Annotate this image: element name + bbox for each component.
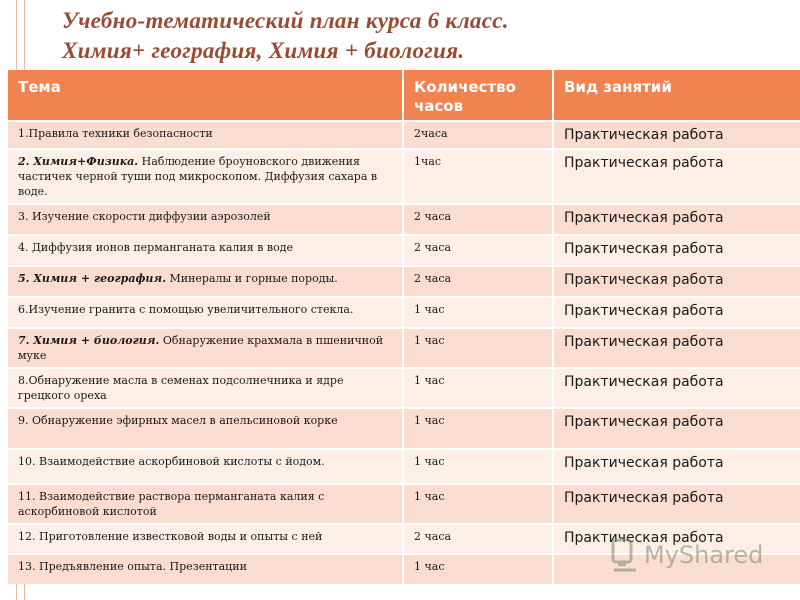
cell-topic (8, 121, 403, 149)
cell-topic (8, 368, 403, 408)
cell-kind: Практическая работа (553, 297, 800, 328)
cell-topic (8, 408, 403, 449)
cell-hours: 1 час (403, 484, 553, 524)
topic-text: 10. Взаимодействие аскорбиновой кислоты с йодом. (18, 455, 325, 468)
page-title (62, 6, 782, 66)
cell-topic (8, 235, 403, 266)
topic-text: 11. Взаимодействие раствора перманганата калия с аскорбиновой кислотой (18, 490, 325, 518)
table-row (8, 266, 800, 297)
cell-kind: Практическая работа (553, 121, 800, 149)
header-kind: Вид занятий (553, 70, 800, 121)
cell-hours: 2 часа (403, 266, 553, 297)
cell-hours: 1час (403, 149, 553, 204)
topic-text: 8.Обнаружение масла в семенах подсолнечника и ядре грецкого ореха (18, 374, 344, 402)
cell-kind: Практическая работа (553, 484, 800, 524)
cell-kind: Практическая работа (553, 328, 800, 368)
cell-topic (8, 204, 403, 235)
cell-hours: 1 час (403, 297, 553, 328)
curriculum-table-wrapper (8, 70, 800, 584)
topic-text: Наблюдение броуновского движения частичек черной туши под микроскопом. Диффузия сахара в воде. (18, 155, 378, 198)
topic-text: 4. Диффузия ионов перманганата калия в воде (18, 241, 293, 254)
cell-kind (553, 554, 800, 584)
table-header-row (8, 70, 800, 121)
cell-hours: 1 час (403, 554, 553, 584)
header-topic: Тема (8, 70, 403, 121)
cell-kind: Практическая работа (553, 266, 800, 297)
table-row (8, 121, 800, 149)
cell-kind: Практическая работа (553, 368, 800, 408)
cell-hours: 1 час (403, 368, 553, 408)
topic-text: 13. Предъявление опыта. Презентации (18, 560, 247, 573)
cell-kind: Практическая работа (553, 524, 800, 554)
cell-topic (8, 484, 403, 524)
table-row (8, 484, 800, 524)
topic-text: 6.Изучение гранита с помощью увеличительного стекла. (18, 303, 354, 316)
cell-hours: 2часа (403, 121, 553, 149)
cell-kind: Практическая работа (553, 235, 800, 266)
cell-kind: Практическая работа (553, 149, 800, 204)
topic-lead: 5. Химия + география. (18, 272, 166, 285)
topic-text: 12. Приготовление известковой воды и опыты с ней (18, 530, 323, 543)
table-row (8, 368, 800, 408)
table-row (8, 297, 800, 328)
cell-hours: 1 час (403, 449, 553, 484)
cell-topic (8, 328, 403, 368)
table-row (8, 328, 800, 368)
table-row (8, 204, 800, 235)
watermark-text: MyShared (644, 541, 764, 569)
cell-hours: 2 часа (403, 235, 553, 266)
table-row (8, 235, 800, 266)
cell-hours: 1 час (403, 408, 553, 449)
table-row (8, 449, 800, 484)
cell-kind: Практическая работа (553, 408, 800, 449)
cell-topic (8, 524, 403, 554)
cell-kind: Практическая работа (553, 449, 800, 484)
cell-hours: 2 часа (403, 204, 553, 235)
header-hours: Количество часов (403, 70, 553, 121)
table-row (8, 554, 800, 584)
table-body (8, 121, 800, 584)
cell-topic (8, 266, 403, 297)
cell-topic (8, 297, 403, 328)
title-line-2: Химия+ география, Химия + биология. (62, 38, 465, 63)
cell-topic (8, 149, 403, 204)
title-line-1: Учебно-тематический план курса 6 класс. (62, 8, 509, 33)
cell-topic (8, 449, 403, 484)
table-row (8, 524, 800, 554)
topic-lead: 2. Химия+Физика. (18, 155, 139, 168)
topic-text: 9. Обнаружение эфирных масел в апельсиновой корке (18, 414, 338, 427)
table-row (8, 149, 800, 204)
cell-topic (8, 554, 403, 584)
cell-hours: 2 часа (403, 524, 553, 554)
topic-text: 1.Правила техники безопасности (18, 127, 213, 140)
topic-text: Обнаружение крахмала в пшеничной муке (18, 334, 384, 362)
table-row (8, 408, 800, 449)
topic-text: 3. Изучение скорости диффузии аэрозолей (18, 210, 271, 223)
cell-kind: Практическая работа (553, 204, 800, 235)
topic-lead: 7. Химия + биология. (18, 334, 160, 347)
cell-hours: 1 час (403, 328, 553, 368)
topic-text: Минералы и горные породы. (165, 272, 338, 285)
curriculum-table (8, 70, 800, 584)
